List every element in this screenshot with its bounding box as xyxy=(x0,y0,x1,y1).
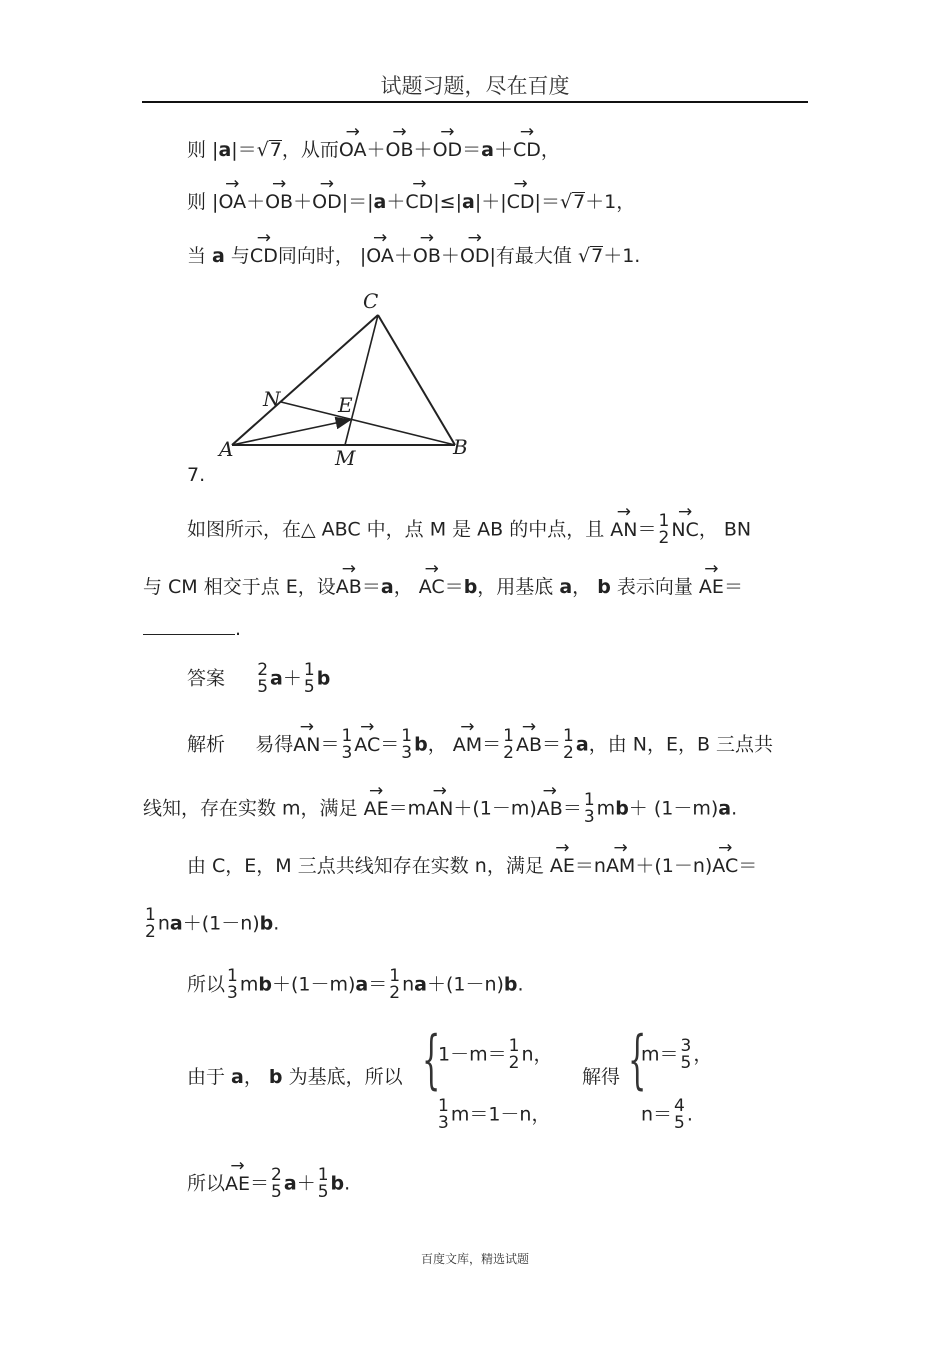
vector-a: a xyxy=(283,1172,297,1195)
vector-AE-arrow xyxy=(232,420,350,445)
fraction-one-half xyxy=(502,728,515,762)
numerator: 1 xyxy=(438,1096,449,1116)
text: ＝ xyxy=(380,733,400,756)
fraction-one-half xyxy=(508,1038,521,1072)
text: |＋| xyxy=(474,191,507,213)
denominator: 5 xyxy=(271,1182,282,1202)
answer-blank xyxy=(143,633,235,635)
vector-a: a xyxy=(212,245,225,267)
fraction-four-fifths xyxy=(673,1098,686,1132)
vector-AB: → AB xyxy=(336,578,362,597)
vector-AE: → AE xyxy=(364,800,389,819)
text: |＝| xyxy=(341,191,374,213)
vector-CD: → CD xyxy=(250,247,278,266)
denominator: 5 xyxy=(257,677,269,697)
text: . xyxy=(517,973,524,996)
text: . xyxy=(731,797,738,820)
vector-AE: → AE xyxy=(225,1175,250,1194)
analysis-line-5 xyxy=(187,968,524,1002)
vector-OA: → OA xyxy=(218,193,246,212)
numerator: 1 xyxy=(227,966,238,986)
text: 如图所示，在△ ABC 中，点 M 是 AB 的中点，且 xyxy=(187,518,611,541)
vector-b: b xyxy=(414,733,428,756)
numerator: 1 xyxy=(303,660,315,680)
text: m＝ xyxy=(641,1043,679,1066)
segment-NB xyxy=(281,402,455,445)
text: ＋ (1－m) xyxy=(628,797,719,820)
header-rule xyxy=(142,101,808,103)
vector-a: a xyxy=(231,1066,244,1088)
label-M: M xyxy=(335,446,356,470)
text: ＝n xyxy=(574,855,606,877)
numerator: 1 xyxy=(401,726,413,746)
sqrt-7: 7 xyxy=(573,191,586,213)
text: 则 | xyxy=(187,191,219,213)
fraction-one-half xyxy=(658,513,671,547)
text: ， xyxy=(393,576,419,598)
text: ＋ xyxy=(366,139,386,161)
text: 为基底，所以 xyxy=(282,1066,403,1088)
text: 由于 xyxy=(187,1066,232,1088)
text: ＋ xyxy=(246,191,266,213)
vector-OA: → OA xyxy=(339,141,367,160)
vector-CD: → CD xyxy=(513,141,541,160)
text: . xyxy=(235,618,242,640)
denominator: 3 xyxy=(341,743,353,763)
text: ＋(1－n) xyxy=(426,973,504,996)
vector-OB: → OB xyxy=(265,193,293,212)
system-eq-1 xyxy=(438,1038,552,1072)
fraction-one-fifth xyxy=(303,662,316,696)
analysis-label: 解析 xyxy=(187,733,226,756)
text: ＝ xyxy=(738,855,758,877)
fraction-one-half xyxy=(388,968,401,1002)
system-eq-2 xyxy=(436,1098,550,1132)
numerator: 1 xyxy=(317,1165,329,1185)
text: 与 xyxy=(224,245,250,267)
text: 1－m＝ xyxy=(438,1043,507,1066)
text: ， BN xyxy=(698,518,752,541)
text: ＝ xyxy=(637,518,657,541)
problem-line-1 xyxy=(187,513,751,547)
numerator: 2 xyxy=(257,660,269,680)
denominator: 2 xyxy=(658,528,670,548)
label-A: A xyxy=(219,437,234,461)
numerator: 1 xyxy=(503,726,514,746)
text: ＝ xyxy=(250,1172,270,1195)
numerator: 1 xyxy=(389,966,401,986)
vector-b: b xyxy=(259,912,274,935)
fraction-one-third xyxy=(437,1098,450,1132)
text: |＝ xyxy=(231,139,257,161)
denominator: 3 xyxy=(227,983,238,1003)
numerator: 1 xyxy=(563,726,574,746)
numerator: 3 xyxy=(680,1036,692,1056)
text: ＝ xyxy=(562,797,582,820)
vector-AC: → AC xyxy=(419,578,445,597)
analysis-line-1 xyxy=(187,728,773,762)
vector-AN: → AN xyxy=(610,521,637,540)
left-brace: { xyxy=(422,1023,441,1097)
text: ＝ xyxy=(542,733,562,756)
analysis-line-6 xyxy=(187,1068,403,1087)
text: 表示向量 xyxy=(610,576,699,598)
page-footer: 百度文库，精选试题 xyxy=(420,1252,529,1266)
text: ，用基底 xyxy=(477,576,560,598)
line-2: 则 |→ OA＋→ OB＋→ OD|＝|a＋→ CD|≤|a|＋|→ CD|＝√7＋1， xyxy=(187,192,635,212)
text: ＋ xyxy=(393,245,413,267)
fraction-one-third xyxy=(226,968,239,1002)
denominator: 5 xyxy=(680,1053,692,1073)
text: ＝ xyxy=(482,733,502,756)
answer-line xyxy=(187,662,330,696)
vector-a: a xyxy=(380,576,394,598)
denominator: 2 xyxy=(389,983,401,1003)
vector-a: a xyxy=(559,576,573,598)
analysis-line-7 xyxy=(187,1167,350,1201)
vector-NC: → NC xyxy=(671,521,698,540)
vector-a: a xyxy=(414,973,427,996)
text: ＋ xyxy=(440,245,460,267)
vector-b: b xyxy=(330,1172,345,1195)
text: ＝ xyxy=(723,576,743,598)
vector-b: b xyxy=(316,667,331,690)
problem-line-2 xyxy=(143,578,743,597)
vector-AN: → AN xyxy=(426,800,453,819)
fraction-one-third xyxy=(400,728,413,762)
numerator: 1 xyxy=(145,905,156,925)
denominator: 2 xyxy=(145,922,156,942)
sqrt-7: 7 xyxy=(591,245,604,267)
vector-OA: → OA xyxy=(366,247,394,266)
denominator: 5 xyxy=(674,1113,685,1133)
vector-AC: → AC xyxy=(354,736,380,755)
numerator: 1 xyxy=(583,790,595,810)
text: 则 | xyxy=(187,139,219,161)
numerator: 1 xyxy=(341,726,353,746)
denominator: 3 xyxy=(583,807,595,827)
text: ＋ xyxy=(413,139,433,161)
text: ， xyxy=(693,1043,713,1066)
text: ＋1. xyxy=(603,245,641,267)
vector-a: a xyxy=(373,191,387,213)
numerator: 2 xyxy=(271,1165,282,1185)
vector-AE: → AE xyxy=(550,857,575,876)
text: ＋ xyxy=(494,139,514,161)
vector-a: a xyxy=(218,139,232,161)
text: ， xyxy=(540,139,560,161)
analysis-line-3 xyxy=(187,857,757,876)
denominator: 5 xyxy=(317,1182,329,1202)
text: 易得 xyxy=(255,733,294,756)
text: m xyxy=(239,973,259,996)
vector-CD: → CD xyxy=(507,193,535,212)
text: ＝m xyxy=(388,797,427,820)
text: ＝ xyxy=(444,576,464,598)
text: ＋(1－n) xyxy=(182,912,260,935)
text: ，从而 xyxy=(281,139,339,161)
vector-a: a xyxy=(270,667,283,690)
vector-b: b xyxy=(597,576,611,598)
line-1: 则 |a|＝√7，从而→ OA＋→ OB＋→ OD＝a＋→ CD， xyxy=(187,140,560,160)
vector-b: b xyxy=(503,973,518,996)
solution-n xyxy=(641,1098,693,1132)
vector-OD: → OD xyxy=(433,141,463,160)
numerator: 1 xyxy=(658,511,670,531)
problem-number: 7. xyxy=(187,464,206,486)
text: ＋(1－m) xyxy=(453,797,537,820)
page-header-title: 试题习题，尽在百度 xyxy=(380,74,570,98)
vector-a: a xyxy=(481,139,494,161)
text: . xyxy=(686,1103,693,1126)
vector-AM: → AM xyxy=(453,736,482,755)
problem-line-3 xyxy=(143,620,241,639)
text: ＝ xyxy=(462,139,482,161)
text: ＋ xyxy=(282,667,302,690)
text: ＋(1－n) xyxy=(635,855,713,877)
numerator: 1 xyxy=(508,1036,520,1056)
text: 所以 xyxy=(187,1172,226,1195)
text: m xyxy=(596,797,616,820)
segment-BC xyxy=(378,315,455,445)
text: ＋1， xyxy=(585,191,636,213)
vector-OD: → OD xyxy=(312,193,342,212)
vector-b: b xyxy=(463,576,478,598)
text: ＝ xyxy=(361,576,381,598)
sqrt-7: 7 xyxy=(269,139,282,161)
triangle-diagram xyxy=(205,282,490,472)
vector-b: b xyxy=(268,1066,283,1088)
analysis-line-4 xyxy=(143,907,279,941)
vector-OB: → OB xyxy=(413,247,441,266)
answer-label: 答案 xyxy=(187,667,226,690)
text: m＝1－n， xyxy=(450,1103,551,1126)
text: ， xyxy=(427,733,453,756)
text: n＝ xyxy=(641,1103,673,1126)
vector-AN: → AN xyxy=(293,736,320,755)
fraction-one-third xyxy=(583,792,596,826)
text: |≤| xyxy=(433,191,462,213)
text: ＋ xyxy=(293,191,313,213)
text: ， xyxy=(572,576,598,598)
text: . xyxy=(273,912,280,935)
text: n xyxy=(157,912,170,935)
analysis-line-2 xyxy=(143,792,737,826)
vector-AM: → AM xyxy=(606,857,635,876)
text: ＋ xyxy=(386,191,406,213)
vector-a: a xyxy=(355,973,369,996)
fraction-one-fifth xyxy=(317,1167,330,1201)
text: 当 xyxy=(187,245,213,267)
vector-OB: → OB xyxy=(386,141,414,160)
denominator: 2 xyxy=(503,743,514,763)
text: ，由 N，E，B 三点共 xyxy=(588,733,774,756)
denominator: 3 xyxy=(438,1113,449,1133)
fraction-two-fifths xyxy=(270,1167,283,1201)
vector-b: b xyxy=(615,797,629,820)
text: 由 C，E，M 三点共线知存在实数 n，满足 xyxy=(187,855,550,877)
fraction-one-half xyxy=(144,907,157,941)
vector-a: a xyxy=(718,797,732,820)
vector-OD: → OD xyxy=(460,247,490,266)
text: ＋ xyxy=(296,1172,316,1195)
text: 所以 xyxy=(187,973,226,996)
denominator: 2 xyxy=(508,1053,520,1073)
text: |有最大值 xyxy=(489,245,578,267)
text: |＝ xyxy=(534,191,560,213)
solution-m xyxy=(641,1038,712,1072)
text: ， xyxy=(243,1066,269,1088)
label-N: N xyxy=(263,387,281,411)
text: n xyxy=(402,973,415,996)
fraction-two-fifths xyxy=(256,662,269,696)
label-E: E xyxy=(338,393,353,417)
text: n， xyxy=(521,1043,553,1066)
label-C: C xyxy=(363,289,379,313)
vector-AC: → AC xyxy=(712,857,738,876)
text: ＋(1－m) xyxy=(271,973,356,996)
text: 与 CM 相交于点 E，设 xyxy=(143,576,336,598)
label-B: B xyxy=(453,435,468,459)
vector-AB: → AB xyxy=(516,736,542,755)
segment-AC xyxy=(232,315,378,445)
text: 同向时， | xyxy=(277,245,367,267)
solve-label: 解得 xyxy=(582,1066,621,1088)
fraction-one-third xyxy=(340,728,353,762)
fraction-one-half xyxy=(562,728,575,762)
denominator: 2 xyxy=(563,743,574,763)
vector-AE: → AE xyxy=(699,578,724,597)
denominator: 3 xyxy=(401,743,413,763)
vector-CD: → CD xyxy=(405,193,433,212)
line-3: 当 a 与→ CD同向时， |→ OA＋→ OB＋→ OD|有最大值 √7＋1. xyxy=(187,246,640,266)
vector-a: a xyxy=(169,912,183,935)
text: . xyxy=(344,1172,351,1195)
vector-a: a xyxy=(462,191,475,213)
text: ＝ xyxy=(368,973,388,996)
vector-a: a xyxy=(575,733,589,756)
text: 线知，存在实数 m，满足 xyxy=(143,797,364,820)
left-brace: { xyxy=(628,1023,647,1097)
text: ＝ xyxy=(320,733,340,756)
vector-b: b xyxy=(258,973,272,996)
numerator: 4 xyxy=(674,1096,685,1116)
vector-AB: → AB xyxy=(537,800,563,819)
denominator: 5 xyxy=(303,677,315,697)
fraction-three-fifths xyxy=(680,1038,693,1072)
